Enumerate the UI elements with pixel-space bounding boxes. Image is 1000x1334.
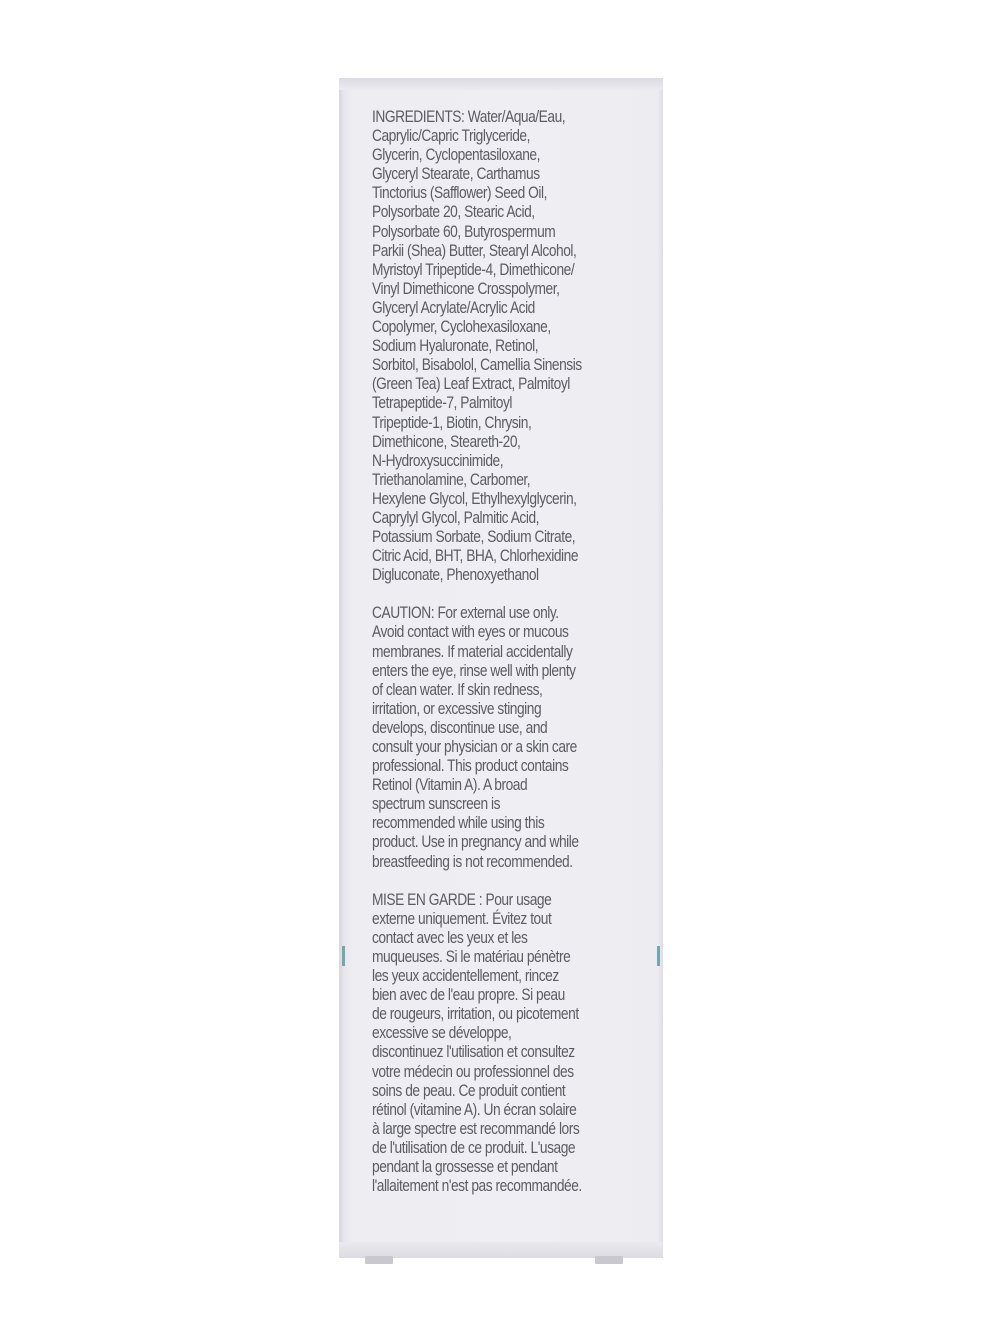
box-foot-left [365,1256,393,1264]
box-top-edge [339,78,663,90]
mise-en-garde-text: MISE EN GARDE : Pour usage externe uniquement. Évitez tout contact avec les yeux et les muqueuses. Si le matériau pénètre les yeux accidentellement, rincez bien avec de l'eau propre. Si peau de rougeurs, irritation, ou picotement excessive se développe, discontinuez l'utilisation et consultez votre médecin ou professionnel des soins de peau. Ce produit contient rétinol (vitamine A). Un écran solaire à large spectre est recommandé lors de l'utilisation de ce produit. L'usage pendant la grossesse et pendant l'allaitement n'est pas recommandée. [372,890,582,1196]
caution-text: CAUTION: For external use only. Avoid contact with eyes or mucous membranes. If material accidentally enters the eye, rinse well with plenty of clean water. If skin redness, irritation, or excessive stinging develops, discontinue use, and consult your physician or a skin care professional. This product contains Retinol (Vitamin A). A broad spectrum sunscreen is recommended while using this product. Use in pregnancy and while breastfeeding is not recommended. [372,604,579,871]
ingredients-text: INGREDIENTS: Water/Aqua/Eau, Caprylic/Capric Triglyceride, Glycerin, Cyclopentasiloxane, Glyceryl Stearate, Carthamus Tinctorius (Safflower) Seed Oil, Polysorbate 20, Stearic Acid, Polysorbate 60, Butyrospermum Parkii (Shea) Butter, Stearyl Alcohol, Myristoyl Tripeptide-4, Dimethicone/ Vinyl Dimethicone Crosspolymer, Glyceryl Acrylate/Acrylic Acid Copolymer, Cyclohexasiloxane, Sodium Hyaluronate, Retinol, Sorbitol, Bisabolol, Camellia Sinensis (Green Tea) Leaf Extract, Palmitoyl Tetrapeptide-7, Palmitoyl Tripeptide-1, Biotin, Chrysin, Dimethicone, Steareth-20, N-Hydroxysuccinimide, Triethanolamine, Carbomer, Hexylene Glycol, Ethylhexylglycerin, Caprylyl Glycol, Palmitic Acid, Potassium Sorbate, Sodium Citrate, Citric Acid, BHT, BHA, Chlorhexidine Digluconate, Phenoxyethanol [372,108,582,585]
box-label-text [372,108,654,1215]
box-foot-right [595,1256,623,1264]
left-edge-mark [342,946,345,966]
right-edge-mark [657,946,660,966]
product-box [339,78,663,1258]
